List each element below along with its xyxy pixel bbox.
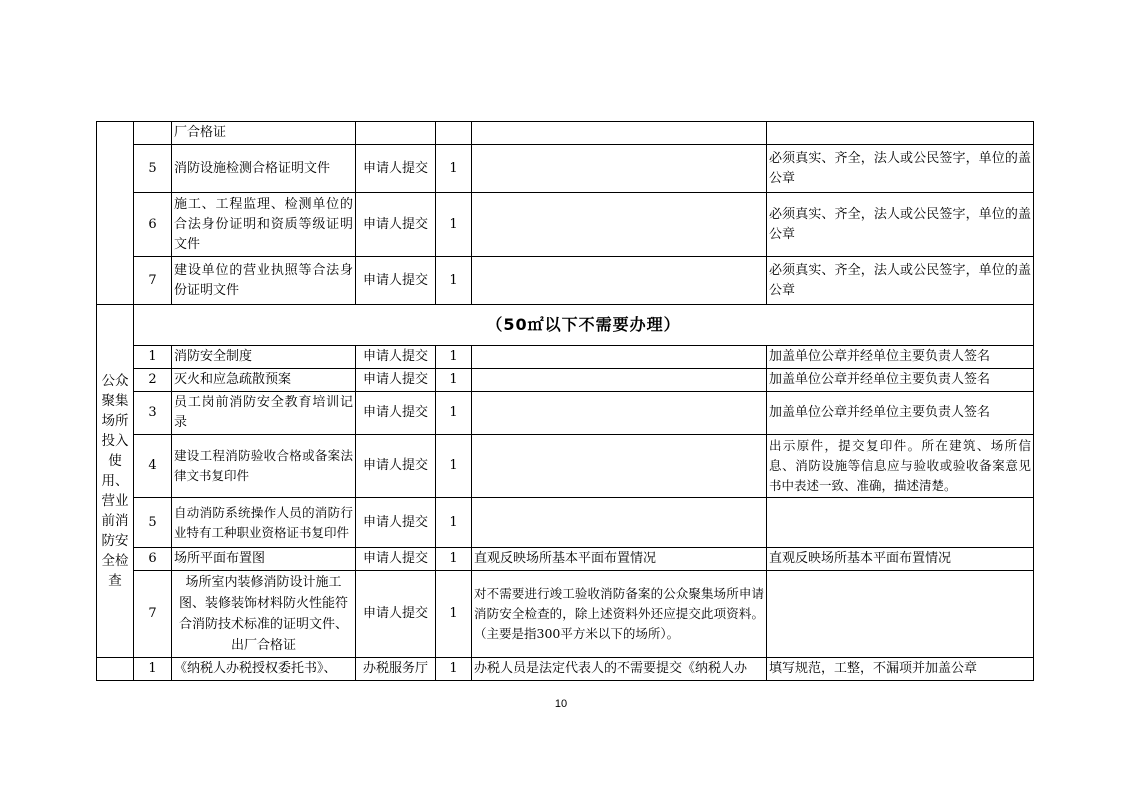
material-count: 1 [436,145,472,193]
category-cell: 公众聚集场所投入使用、营业前消防安全检查 [97,305,134,658]
row-number: 6 [134,548,172,571]
material-note [472,435,767,498]
material-name-text: 《纳税人办税授权委托书》、 [174,661,337,676]
material-count: 1 [436,193,472,257]
material-note: 对不需要进行竣工验收消防备案的公众聚集场所申请消防安全检查的，除上述资料外还应提交此项资料。（主要是指300平方米以下的场所）。 [472,571,767,658]
table-row [97,435,1034,498]
material-name: 灭火和应急疏散预案 [172,369,356,392]
row-number: 2 [134,369,172,392]
table-row [97,392,1034,435]
category-cell [97,658,134,681]
material-requirement [767,571,1034,658]
row-number: 1 [134,346,172,369]
material-name: 厂合格证 [172,122,356,145]
material-requirement-text: 填写规范，工整，不漏项并加盖公章 [769,661,978,676]
material-requirement: 加盖单位公章并经单位主要负责人签名 [767,392,1034,435]
materials-table [96,121,1034,681]
page-number: 10 [554,698,568,710]
row-number: 7 [134,257,172,305]
material-count: 1 [436,658,472,681]
material-name: 建设单位的营业执照等合法身份证明文件 [172,257,356,305]
material-count: 1 [436,498,472,548]
material-source: 申请人提交 [356,193,436,257]
row-number: 4 [134,435,172,498]
material-count [436,122,472,145]
table-row [97,369,1034,392]
material-source: 办税服务厅 [356,658,436,681]
material-name: 消防设施检测合格证明文件 [172,145,356,193]
material-name: 自动消防系统操作人员的消防行业特有工种职业资格证书复印件 [172,498,356,548]
material-note [472,346,767,369]
material-count: 1 [436,571,472,658]
material-source: 申请人提交 [356,571,436,658]
material-note [472,369,767,392]
material-source: 申请人提交 [356,257,436,305]
material-note [472,392,767,435]
material-note-text: 办税人员是法定代表人的不需要提交《纳税人办 [474,661,748,676]
row-number: 3 [134,392,172,435]
material-name: 场所室内装修消防设计施工图、装修装饰材料防火性能符合消防技术标准的证明文件、出厂合格证 [172,571,356,658]
material-source: 申请人提交 [356,548,436,571]
material-note [472,193,767,257]
material-note [472,122,767,145]
material-requirement: 加盖单位公章并经单位主要负责人签名 [767,369,1034,392]
material-count: 1 [436,346,472,369]
table-row [97,122,1034,145]
material-name: 建设工程消防验收合格或备案法律文书复印件 [172,435,356,498]
material-note [472,498,767,548]
material-name [172,658,356,681]
material-requirement: 必须真实、齐全，法人或公民签字，单位的盖公章 [767,145,1034,193]
material-count: 1 [436,369,472,392]
material-note [472,145,767,193]
table-row [97,193,1034,257]
material-name: 员工岗前消防安全教育培训记录 [172,392,356,435]
table-row [97,548,1034,571]
material-source: 申请人提交 [356,346,436,369]
material-requirement: 出示原件，提交复印件。所在建筑、场所信息、消防设施等信息应与验收或验收备案意见书中表述一致、准确，描述清楚。 [767,435,1034,498]
material-name: 消防安全制度 [172,346,356,369]
table-row [97,257,1034,305]
section-banner: （50㎡以下不需要办理） [134,305,1034,346]
material-note [472,257,767,305]
table-row [97,571,1034,658]
table-row [97,498,1034,548]
material-name: 施工、工程监理、检测单位的合法身份证明和资质等级证明文件 [172,193,356,257]
material-note [472,658,767,681]
row-number: 1 [134,658,172,681]
table-row [97,145,1034,193]
material-requirement: 直观反映场所基本平面布置情况 [767,548,1034,571]
material-name: 场所平面布置图 [172,548,356,571]
material-requirement [767,122,1034,145]
material-source: 申请人提交 [356,145,436,193]
table-row [97,305,1034,346]
row-number [134,122,172,145]
material-requirement [767,658,1034,681]
material-requirement: 加盖单位公章并经单位主要负责人签名 [767,346,1034,369]
category-cell [97,122,134,305]
material-source: 申请人提交 [356,392,436,435]
material-requirement: 必须真实、齐全，法人或公民签字，单位的盖公章 [767,257,1034,305]
table-row [97,658,1034,681]
material-note: 直观反映场所基本平面布置情况 [472,548,767,571]
row-number: 7 [134,571,172,658]
material-count: 1 [436,257,472,305]
material-count: 1 [436,392,472,435]
row-number: 6 [134,193,172,257]
material-source [356,122,436,145]
row-number: 5 [134,145,172,193]
material-source: 申请人提交 [356,369,436,392]
row-number: 5 [134,498,172,548]
material-requirement: 必须真实、齐全，法人或公民签字，单位的盖公章 [767,193,1034,257]
table-row [97,346,1034,369]
material-source: 申请人提交 [356,498,436,548]
material-count: 1 [436,548,472,571]
material-requirement [767,498,1034,548]
material-count: 1 [436,435,472,498]
material-source: 申请人提交 [356,435,436,498]
